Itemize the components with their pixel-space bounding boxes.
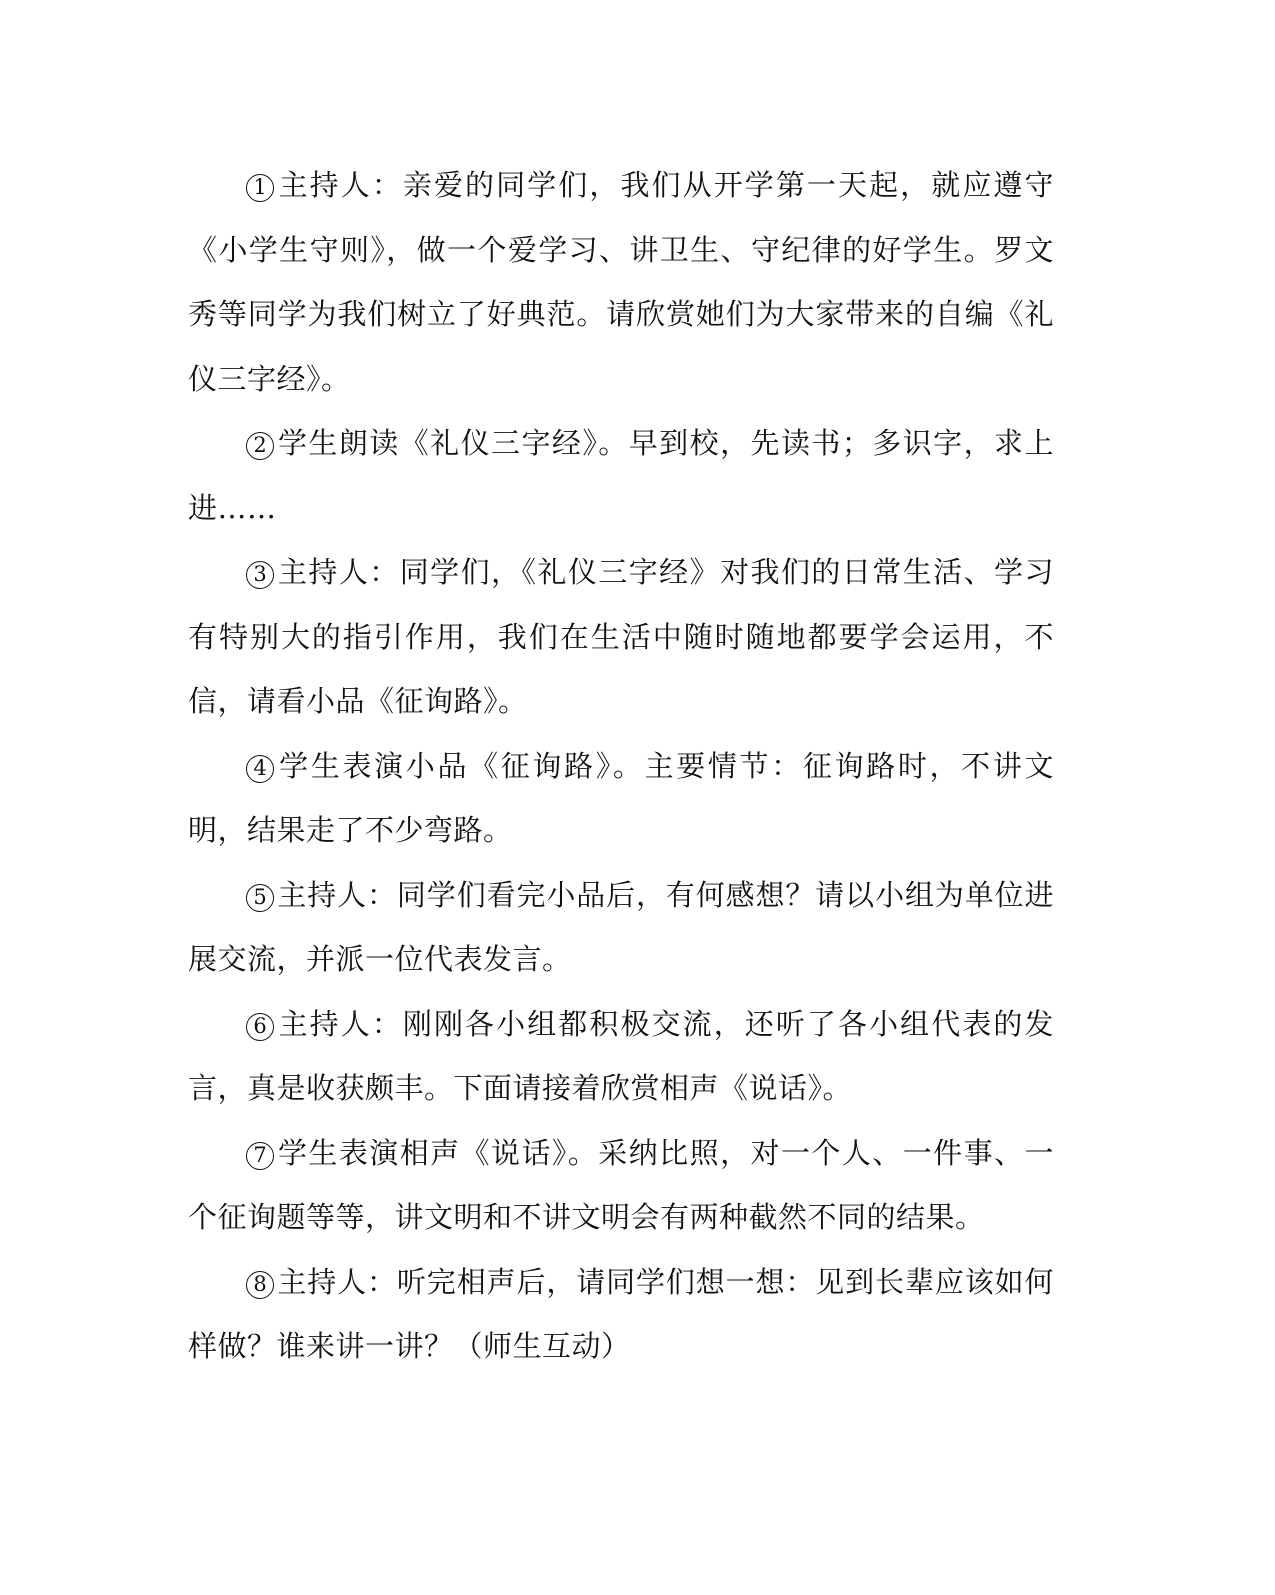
paragraph-7 (188, 1121, 1054, 1250)
circled-number: 4 (246, 755, 274, 783)
paragraph-text: 主持人：同学们看完小品后，有何感想？请以小组为单位进展交流，并派一位代表发言。 (188, 877, 1054, 976)
paragraph-text: 学生表演小品《征询路》。主要情节：征询路时，不讲文明，结果走了不少弯路。 (188, 748, 1054, 847)
paragraph-text: 主持人：听完相声后，请同学们想一想：见到长辈应该如何样做？谁来讲一讲？（师生互动） (188, 1264, 1054, 1363)
circled-number: 7 (246, 1142, 274, 1170)
circled-number: 2 (246, 432, 274, 460)
paragraph-1 (188, 153, 1054, 411)
circled-number: 5 (246, 884, 274, 912)
paragraph-5 (188, 863, 1054, 992)
paragraph-4 (188, 734, 1054, 863)
circled-number: 6 (246, 1013, 274, 1041)
circled-number: 3 (246, 561, 274, 589)
paragraph-8 (188, 1250, 1054, 1379)
paragraph-2 (188, 411, 1054, 540)
document-body (188, 153, 1054, 1379)
circled-number: 8 (246, 1271, 274, 1299)
paragraph-3 (188, 540, 1054, 734)
paragraph-text: 主持人：同学们，《礼仪三字经》对我们的日常生活、学习有特别大的指引作用，我们在生活中随时随地都要学会运用，不信，请看小品《征询路》。 (188, 555, 1054, 718)
paragraph-text: 主持人：亲爱的同学们，我们从开学第一天起，就应遵守《小学生守则》，做一个爱学习、讲卫生、守纪律的好学生。罗文秀等同学为我们树立了好典范。请欣赏她们为大家带来的自编《礼仪三字经》。 (188, 168, 1054, 396)
paragraph-text: 学生表演相声《说话》。采纳比照，对一个人、一件事、一个征询题等等，讲文明和不讲文明会有两种截然不同的结果。 (188, 1135, 1054, 1234)
paragraph-text: 学生朗读《礼仪三字经》。早到校，先读书；多识字，求上进…… (188, 426, 1054, 525)
paragraph-text: 主持人：刚刚各小组都积极交流，还听了各小组代表的发言，真是收获颇丰。下面请接着欣赏相声《说话》。 (188, 1006, 1054, 1105)
paragraph-6 (188, 992, 1054, 1121)
circled-number: 1 (246, 174, 274, 202)
